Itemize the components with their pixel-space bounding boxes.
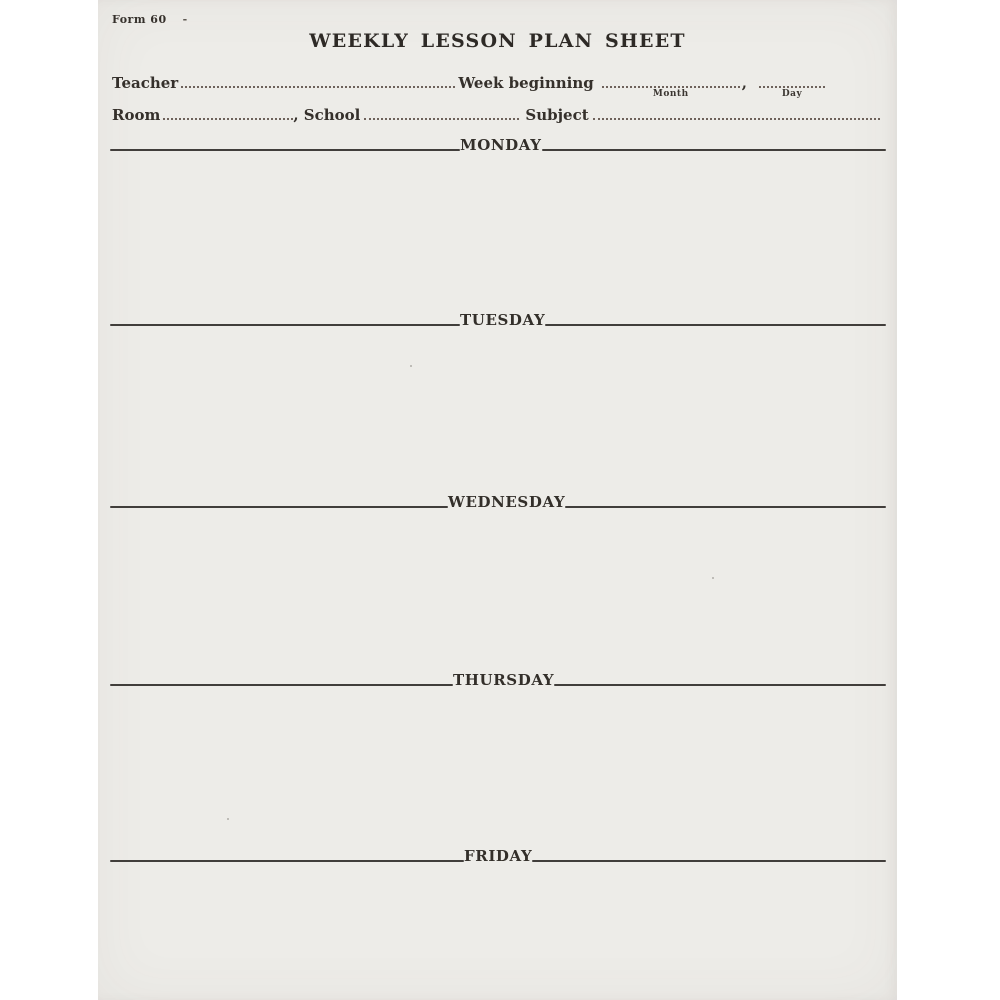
day-heading-friday: FRIDAY <box>464 847 533 865</box>
scan-speck <box>410 365 412 367</box>
form-number-mark: - <box>182 13 188 26</box>
header-row-teacher-week <box>112 74 825 99</box>
day-divider-friday <box>110 844 886 865</box>
day-heading-thursday: THURSDAY <box>453 671 555 689</box>
teacher-fill-line <box>181 86 455 88</box>
day-divider-monday <box>110 133 886 154</box>
month-sub-label: Month <box>652 89 689 99</box>
subject-fill-line <box>593 118 880 120</box>
school-label: , School <box>293 106 361 124</box>
day-heading-monday: MONDAY <box>460 136 542 154</box>
room-fill-line <box>163 118 293 120</box>
day-divider-wednesday <box>110 490 886 511</box>
week-beginning-label: Week beginning <box>458 74 594 92</box>
lesson-plan-sheet <box>98 0 897 1000</box>
day-heading-wednesday: WEDNESDAY <box>448 493 566 511</box>
rule-line <box>110 684 453 686</box>
rule-line <box>554 684 886 686</box>
day-fill-line <box>759 86 825 99</box>
comma-separator: , <box>741 74 747 92</box>
day-divider-thursday <box>110 668 886 689</box>
scan-speck <box>227 818 229 820</box>
day-divider-tuesday <box>110 308 886 329</box>
rule-line <box>110 324 460 326</box>
teacher-label: Teacher <box>112 74 179 92</box>
form-number <box>112 13 188 26</box>
page-title: WEEKLY LESSON PLAN SHEET <box>309 30 686 52</box>
scan-speck <box>712 577 714 579</box>
room-label: Room <box>112 106 161 124</box>
rule-line <box>542 149 886 151</box>
rule-line <box>565 506 886 508</box>
form-number-text: Form 60 <box>112 13 167 26</box>
rule-line <box>110 860 464 862</box>
month-fill-line <box>602 86 740 99</box>
day-sub-label: Day <box>781 89 803 99</box>
day-heading-tuesday: TUESDAY <box>460 311 546 329</box>
school-fill-line <box>364 118 519 120</box>
rule-line <box>110 506 448 508</box>
header-row-room-school-subject <box>112 106 880 124</box>
rule-line <box>110 149 460 151</box>
rule-line <box>545 324 886 326</box>
subject-label: Subject <box>525 106 589 124</box>
rule-line <box>532 860 886 862</box>
